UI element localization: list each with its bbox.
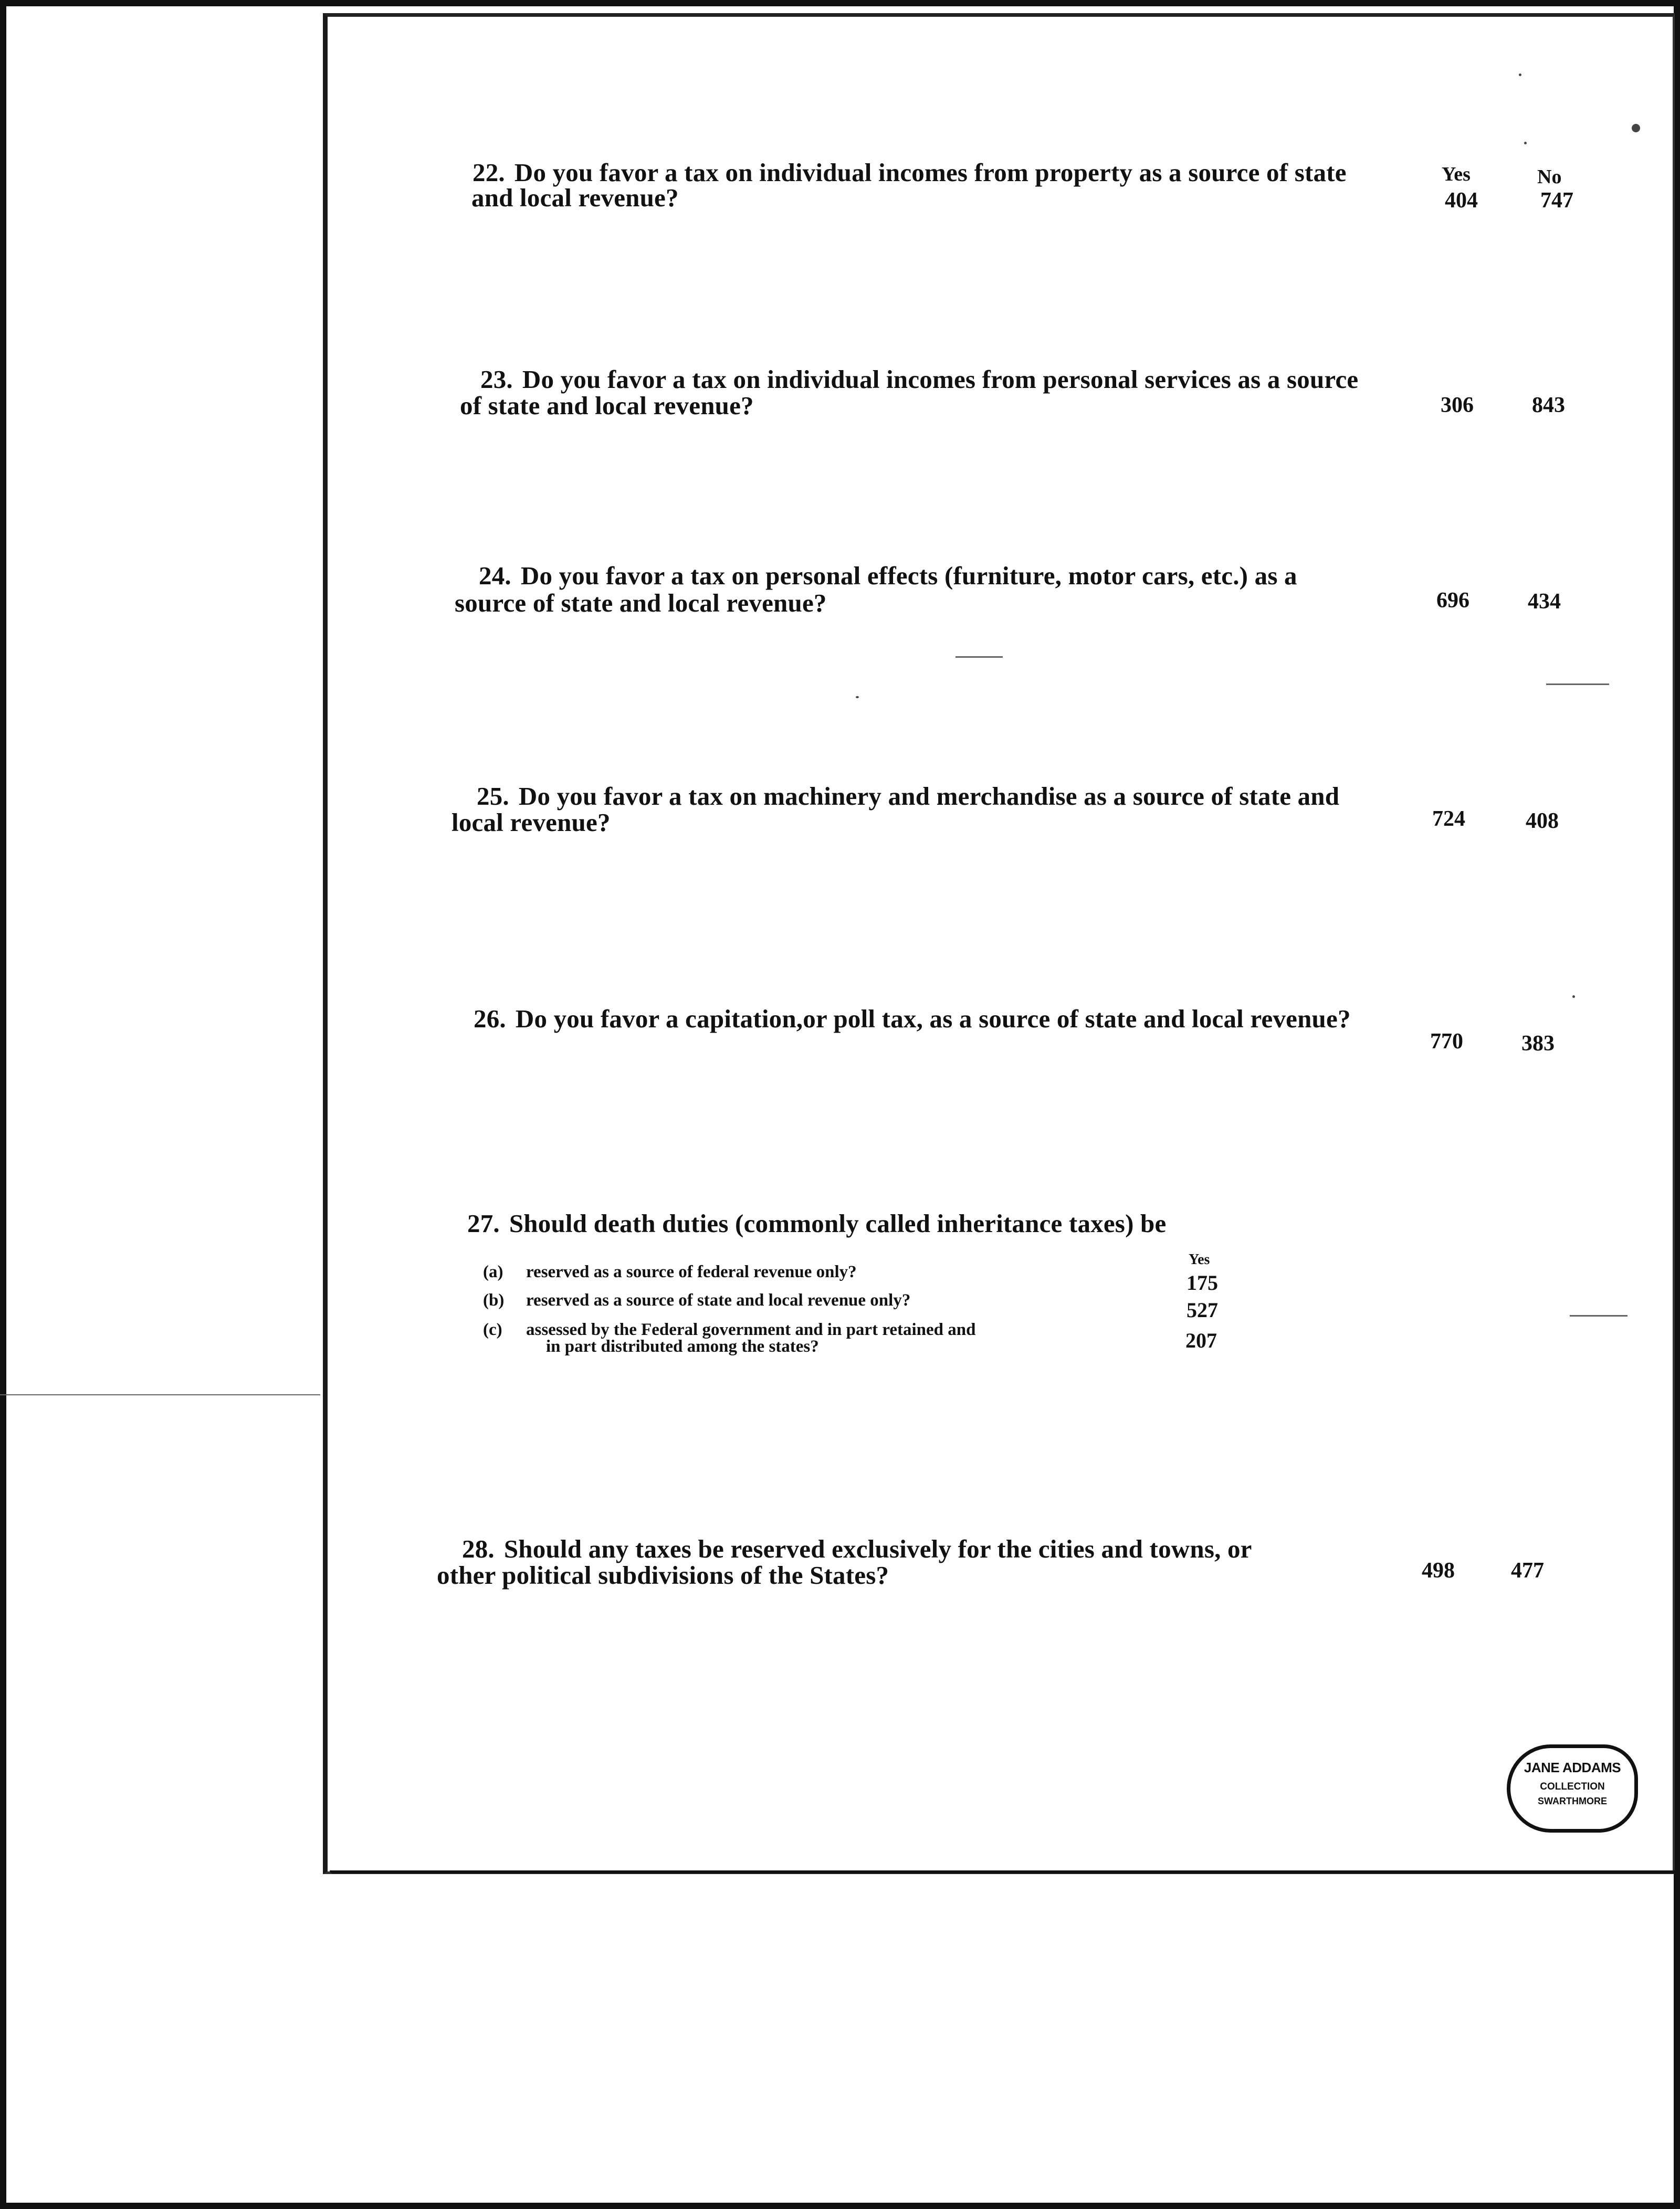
scan-speck bbox=[856, 696, 859, 698]
stamp-line-3: SWARTHMORE bbox=[1538, 1796, 1607, 1806]
collection-stamp bbox=[1507, 1744, 1638, 1833]
q27-option-c-line2: in part distributed among the states? bbox=[546, 1337, 819, 1356]
question-number: 28. bbox=[462, 1534, 495, 1563]
stamp-line-2: COLLECTION bbox=[1540, 1781, 1605, 1792]
q27-option-b bbox=[483, 1292, 910, 1309]
q27-option-c bbox=[483, 1322, 976, 1338]
question-text: Do you favor a tax on individual incomes from personal services as a source bbox=[522, 365, 1359, 394]
question-number: 26. bbox=[474, 1004, 506, 1033]
question-28 bbox=[462, 1534, 1407, 1563]
q28-yes-count: 498 bbox=[1422, 1559, 1455, 1583]
question-25-line2: local revenue? bbox=[452, 808, 611, 837]
question-text: Do you favor a tax on personal effects (furniture, motor cars, etc.) as a bbox=[520, 561, 1297, 590]
option-text: reserved as a source of state and local revenue only? bbox=[526, 1291, 911, 1310]
question-text: Do you favor a tax on individual incomes from property as a source of state bbox=[514, 158, 1347, 187]
question-number: 24. bbox=[479, 561, 511, 590]
scan-speck bbox=[1572, 995, 1575, 998]
q27-option-a bbox=[483, 1264, 857, 1280]
page-edge bbox=[330, 1864, 1678, 1874]
scan-mark bbox=[0, 1394, 320, 1395]
option-text: assessed by the Federal government and in part retained and bbox=[526, 1320, 976, 1339]
q27b-yes-count: 527 bbox=[1186, 1298, 1218, 1322]
question-number: 22. bbox=[472, 158, 505, 187]
q26-no-count: 383 bbox=[1521, 1032, 1555, 1056]
question-number: 25. bbox=[477, 782, 509, 811]
yes-column-header: Yes bbox=[1442, 163, 1471, 185]
q26-yes-count: 770 bbox=[1430, 1029, 1463, 1054]
question-number: 27. bbox=[467, 1209, 500, 1238]
scan-speck bbox=[1632, 124, 1640, 132]
scan-mark bbox=[956, 656, 1003, 658]
q24-yes-count: 696 bbox=[1436, 588, 1469, 613]
scan-mark bbox=[1546, 683, 1609, 685]
question-28-line2: other political subdivisions of the States? bbox=[437, 1561, 889, 1590]
stamp-line-1: JANE ADDAMS bbox=[1524, 1760, 1621, 1775]
question-24-line2: source of state and local revenue? bbox=[455, 588, 827, 617]
question-text: Should death duties (commonly called inheritance taxes) be bbox=[509, 1209, 1167, 1238]
q22-no-count: 747 bbox=[1540, 188, 1573, 213]
question-22-line2: and local revenue? bbox=[471, 183, 679, 212]
scan-speck bbox=[1519, 73, 1521, 76]
question-text: Should any taxes be reserved exclusively for the cities and towns, or bbox=[503, 1534, 1252, 1563]
q22-yes-count: 404 bbox=[1445, 188, 1478, 213]
option-label: (c) bbox=[483, 1320, 502, 1339]
q25-yes-count: 724 bbox=[1432, 807, 1465, 831]
question-25 bbox=[477, 782, 1422, 811]
scan-speck bbox=[1524, 142, 1527, 144]
document-page bbox=[323, 13, 1675, 1874]
question-number: 23. bbox=[480, 365, 513, 394]
q27-yes-header: Yes bbox=[1189, 1251, 1210, 1268]
q25-no-count: 408 bbox=[1526, 809, 1559, 833]
q23-no-count: 843 bbox=[1532, 393, 1565, 417]
scan-mark bbox=[1570, 1315, 1628, 1317]
question-26 bbox=[474, 1004, 1419, 1033]
option-label: (b) bbox=[483, 1291, 505, 1310]
question-text: Do you favor a tax on machinery and merchandise as a source of state and bbox=[518, 782, 1340, 811]
q24-no-count: 434 bbox=[1528, 590, 1561, 614]
q28-no-count: 477 bbox=[1511, 1559, 1544, 1583]
no-column-header: No bbox=[1537, 166, 1562, 188]
q23-yes-count: 306 bbox=[1441, 393, 1474, 417]
option-label: (a) bbox=[483, 1263, 503, 1281]
question-22 bbox=[472, 158, 1418, 187]
q27c-yes-count: 207 bbox=[1185, 1329, 1217, 1352]
question-27 bbox=[467, 1209, 1255, 1238]
question-24 bbox=[479, 561, 1424, 590]
question-23 bbox=[480, 365, 1425, 394]
question-23-line2: of state and local revenue? bbox=[460, 391, 754, 420]
q27a-yes-count: 175 bbox=[1186, 1271, 1218, 1295]
question-text: Do you favor a capitation,or poll tax, as a source of state and local revenue? bbox=[515, 1004, 1351, 1033]
option-text: reserved as a source of federal revenue only? bbox=[526, 1263, 857, 1281]
